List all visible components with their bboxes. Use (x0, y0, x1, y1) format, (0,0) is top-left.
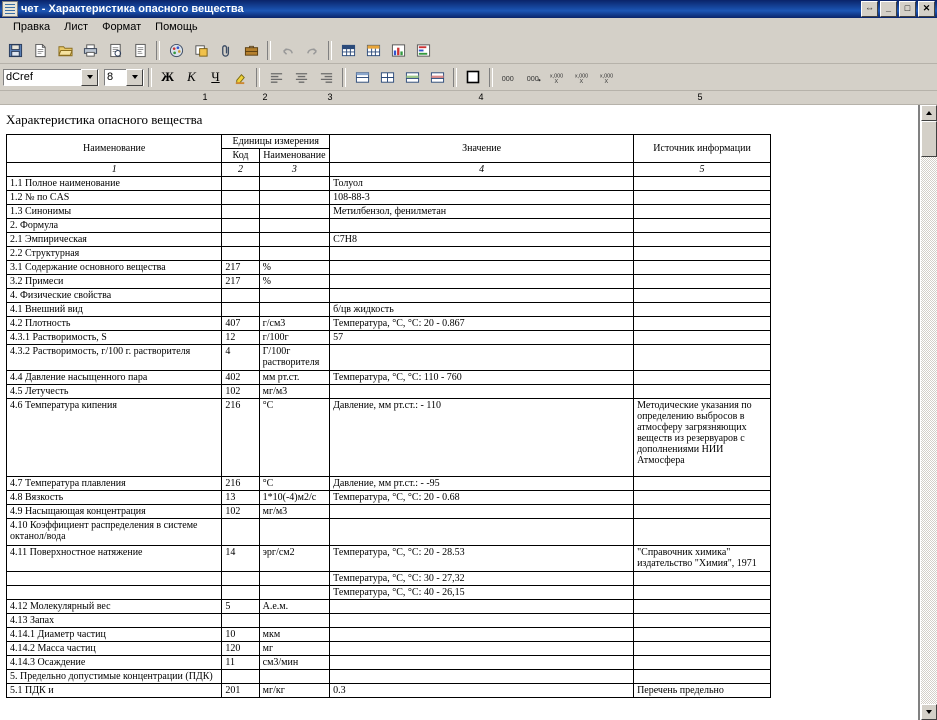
toolbar-separator (256, 68, 260, 87)
cell-unit[interactable]: Г/100г растворителя (259, 345, 329, 371)
restore-window-button[interactable]: ⇔ (861, 1, 878, 17)
table-row[interactable] (7, 275, 771, 289)
table-row[interactable] (7, 519, 771, 546)
cell-code[interactable]: 4 (222, 345, 259, 371)
percent-format-button[interactable] (572, 66, 596, 89)
cell-name[interactable]: 4.13 Запах (7, 614, 222, 628)
table-row[interactable] (7, 191, 771, 205)
cell-name[interactable]: 4.2 Плотность (7, 317, 222, 331)
bold-button[interactable]: Ж (161, 69, 174, 84)
cell-name[interactable]: 4.3.2 Растворимость, г/100 г. растворителя (7, 345, 222, 371)
split-cells-button[interactable] (375, 66, 399, 89)
cell-value[interactable] (330, 289, 634, 303)
page-edit-button[interactable] (128, 39, 152, 62)
column-header-value: Значение (330, 135, 634, 163)
cell-value[interactable] (330, 219, 634, 233)
cell-name[interactable]: 4.5 Летучесть (7, 385, 222, 399)
table-row[interactable] (7, 317, 771, 331)
toolbar-separator (453, 68, 457, 87)
cell-code[interactable] (222, 572, 259, 586)
cell-name[interactable] (7, 586, 222, 600)
cell-code[interactable]: 102 (222, 385, 259, 399)
sheet-content (0, 105, 918, 698)
cell-code[interactable] (222, 303, 259, 317)
table-row[interactable] (7, 642, 771, 656)
vertical-scrollbar[interactable] (920, 105, 937, 720)
underline-button[interactable]: Ч (211, 69, 220, 84)
italic-button[interactable]: К (187, 69, 196, 84)
cell-value[interactable]: Температура, °С, °С: 20 - 28.53 (330, 546, 634, 572)
cell-value[interactable] (330, 628, 634, 642)
menu-format[interactable]: Формат (102, 21, 142, 33)
cell-source[interactable] (634, 491, 771, 505)
format-toolbar (0, 64, 937, 91)
cell-value[interactable] (330, 275, 634, 289)
col-number-3: 3 (259, 163, 329, 177)
document-area (0, 105, 937, 720)
svg-text:X: X (604, 78, 609, 85)
table-row[interactable] (7, 303, 771, 317)
cell-value[interactable] (330, 519, 634, 546)
col-number-4: 4 (330, 163, 634, 177)
borders-button[interactable] (461, 66, 485, 89)
cell-value[interactable] (330, 345, 634, 371)
table-grid-button[interactable] (336, 39, 360, 62)
redo-button[interactable] (300, 39, 324, 62)
table-row[interactable] (7, 628, 771, 642)
cell-source[interactable] (634, 177, 771, 191)
cell-source[interactable] (634, 345, 771, 371)
column-chart-button[interactable] (411, 39, 435, 62)
cell-source[interactable] (634, 614, 771, 628)
table-row[interactable] (7, 177, 771, 191)
chevron-down-icon[interactable] (81, 69, 98, 86)
cell-source[interactable] (634, 600, 771, 614)
ruler-tick: 1 (202, 92, 208, 102)
table-row[interactable] (7, 586, 771, 600)
table-row[interactable] (7, 205, 771, 219)
bar-chart-button[interactable] (386, 39, 410, 62)
cell-unit[interactable]: эрг/см2 (259, 546, 329, 572)
save-button[interactable] (3, 39, 27, 62)
table-row[interactable] (7, 233, 771, 247)
cell-name[interactable] (7, 572, 222, 586)
cell-code[interactable]: 120 (222, 642, 259, 656)
cell-source[interactable]: Перечень предельно (634, 684, 771, 698)
cell-unit[interactable] (259, 519, 329, 546)
maximize-window-button[interactable]: □ (899, 1, 916, 17)
cell-source[interactable] (634, 505, 771, 519)
ruler-tick: 4 (478, 92, 484, 102)
font-size-combo[interactable] (104, 69, 144, 86)
cell-value[interactable] (330, 670, 634, 684)
font-name-combo[interactable] (3, 69, 99, 86)
cell-name[interactable]: 2. Формула (7, 219, 222, 233)
cell-code[interactable]: 5 (222, 600, 259, 614)
cell-source[interactable]: "Справочник химика" издательство "Химия", 1971 (634, 546, 771, 572)
cell-unit[interactable]: 1*10(-4)м2/с (259, 491, 329, 505)
column-header-code: Код (222, 149, 259, 163)
cell-value[interactable]: Температура, °С, °С: 20 - 0.867 (330, 317, 634, 331)
chevron-down-icon[interactable] (126, 69, 143, 86)
cell-unit[interactable] (259, 572, 329, 586)
cell-code[interactable]: 12 (222, 331, 259, 345)
cell-source[interactable] (634, 385, 771, 399)
cell-unit[interactable] (259, 205, 329, 219)
table-row[interactable] (7, 247, 771, 261)
menu-edit[interactable]: Правка (13, 21, 51, 33)
svg-text:X: X (579, 78, 584, 85)
cell-source[interactable] (634, 628, 771, 642)
cell-name[interactable]: 5.1 ПДК и (7, 684, 222, 698)
cell-source[interactable] (634, 656, 771, 670)
cell-unit[interactable]: мг/кг (259, 684, 329, 698)
cell-value[interactable] (330, 505, 634, 519)
cell-code[interactable]: 216 (222, 477, 259, 491)
ruler-tick: 5 (697, 92, 703, 102)
table-row[interactable] (7, 670, 771, 684)
cell-name[interactable]: 2.2 Структурная (7, 247, 222, 261)
cell-name[interactable]: 3.2 Примеси (7, 275, 222, 289)
scroll-track[interactable] (921, 121, 937, 704)
cell-value[interactable]: Температура, °С, °С: 40 - 26,15 (330, 586, 634, 600)
cell-code[interactable] (222, 177, 259, 191)
cell-name[interactable]: 2.1 Эмпирическая (7, 233, 222, 247)
decimal-decrease-button[interactable] (547, 66, 571, 89)
palette-button[interactable] (164, 39, 188, 62)
cell-name[interactable]: 4.14.1 Диаметр частиц (7, 628, 222, 642)
align-center-button[interactable] (289, 66, 313, 89)
cell-value[interactable]: 57 (330, 331, 634, 345)
cell-source[interactable] (634, 261, 771, 275)
cell-name[interactable]: 4. Физические свойства (7, 289, 222, 303)
cell-source[interactable] (634, 233, 771, 247)
cell-value[interactable]: Метилбензол, фенилметан (330, 205, 634, 219)
cell-code[interactable] (222, 670, 259, 684)
cell-code[interactable]: 217 (222, 275, 259, 289)
cell-unit[interactable]: г/100г (259, 331, 329, 345)
cell-source[interactable] (634, 519, 771, 546)
cell-unit[interactable]: °С (259, 477, 329, 491)
cell-source[interactable] (634, 205, 771, 219)
cell-value[interactable] (330, 656, 634, 670)
toolbar-separator (156, 41, 160, 60)
cell-unit[interactable] (259, 247, 329, 261)
cell-source[interactable] (634, 247, 771, 261)
scroll-down-button[interactable] (921, 704, 937, 720)
minimize-window-button[interactable]: _ (880, 1, 897, 17)
cell-source[interactable] (634, 289, 771, 303)
cell-unit[interactable] (259, 289, 329, 303)
cell-name[interactable]: 4.1 Внешний вид (7, 303, 222, 317)
table-row[interactable] (7, 546, 771, 572)
table-row[interactable] (7, 289, 771, 303)
cell-unit[interactable]: °С (259, 399, 329, 477)
cell-code[interactable]: 102 (222, 505, 259, 519)
cell-code[interactable] (222, 247, 259, 261)
cell-code[interactable] (222, 289, 259, 303)
cell-value[interactable] (330, 261, 634, 275)
cell-name[interactable]: 1.3 Синонимы (7, 205, 222, 219)
cell-name[interactable]: 4.8 Вязкость (7, 491, 222, 505)
cell-value[interactable] (330, 642, 634, 656)
cell-code[interactable]: 407 (222, 317, 259, 331)
cell-unit[interactable]: мг/м3 (259, 505, 329, 519)
cell-value[interactable] (330, 385, 634, 399)
column-header-units-group: Единицы измерения (222, 135, 330, 149)
merge-cells-button[interactable] (350, 66, 374, 89)
cell-value[interactable] (330, 614, 634, 628)
cell-unit[interactable] (259, 586, 329, 600)
toolbar-separator (328, 41, 332, 60)
table-row[interactable] (7, 345, 771, 371)
cell-code[interactable]: 402 (222, 371, 259, 385)
insert-row-button[interactable] (400, 66, 424, 89)
cell-code[interactable] (222, 233, 259, 247)
cell-name[interactable]: 4.12 Молекулярный вес (7, 600, 222, 614)
column-header-source: Источник информации (634, 135, 771, 163)
sheet-page[interactable] (0, 105, 918, 720)
toolbar-separator (148, 68, 152, 87)
ruler-tick: 2 (262, 92, 268, 102)
table-row[interactable] (7, 371, 771, 385)
insert-object-button[interactable] (189, 39, 213, 62)
column-header-unit-name: Наименование (259, 149, 329, 163)
window-controls (861, 1, 935, 17)
close-window-button[interactable]: ✕ (918, 1, 935, 17)
cell-source[interactable] (634, 371, 771, 385)
currency-format-button[interactable] (597, 66, 621, 89)
scroll-up-button[interactable] (921, 105, 937, 121)
table-row[interactable] (7, 684, 771, 698)
folder-open-button[interactable] (53, 39, 77, 62)
table-header-row (7, 135, 771, 149)
cell-code[interactable] (222, 219, 259, 233)
table-row[interactable] (7, 219, 771, 233)
align-left-button[interactable] (264, 66, 288, 89)
cell-source[interactable] (634, 303, 771, 317)
title-bar-left (2, 1, 861, 17)
cell-code[interactable] (222, 519, 259, 546)
svg-text:x,000: x,000 (549, 73, 564, 79)
align-right-button[interactable] (314, 66, 338, 89)
cell-source[interactable] (634, 331, 771, 345)
cell-name[interactable]: 4.7 Температура плавления (7, 477, 222, 491)
delete-row-button[interactable] (425, 66, 449, 89)
col-number-1: 1 (7, 163, 222, 177)
cell-value[interactable]: Температура, °С, °С: 110 - 760 (330, 371, 634, 385)
horizontal-ruler[interactable] (0, 91, 937, 105)
cell-unit[interactable] (259, 177, 329, 191)
cell-unit[interactable]: % (259, 261, 329, 275)
scroll-thumb[interactable] (921, 121, 937, 157)
cell-code[interactable] (222, 614, 259, 628)
cell-unit[interactable] (259, 303, 329, 317)
toolbar-separator (267, 41, 271, 60)
table-row[interactable] (7, 614, 771, 628)
cell-unit[interactable]: мм рт.ст. (259, 371, 329, 385)
cell-name[interactable]: 5. Предельно допустимые концентрации (ПДК) (7, 670, 222, 684)
cell-name[interactable]: 4.10 Коэффициент распределения в системе октанол/вода (7, 519, 222, 546)
svg-text:x,000: x,000 (599, 73, 614, 79)
table-fill-button[interactable] (361, 39, 385, 62)
cell-value[interactable]: C7H8 (330, 233, 634, 247)
table-row[interactable] (7, 572, 771, 586)
cell-source[interactable] (634, 642, 771, 656)
cell-code[interactable] (222, 205, 259, 219)
table-row[interactable] (7, 600, 771, 614)
table-row[interactable] (7, 656, 771, 670)
cell-source[interactable] (634, 317, 771, 331)
table-row[interactable] (7, 477, 771, 491)
col-number-2: 2 (222, 163, 259, 177)
cell-unit[interactable] (259, 233, 329, 247)
menu-bar (0, 18, 937, 37)
cell-value[interactable]: 108-88-3 (330, 191, 634, 205)
cell-value[interactable] (330, 600, 634, 614)
cell-unit[interactable]: мкм (259, 628, 329, 642)
cell-code[interactable]: 13 (222, 491, 259, 505)
cell-source[interactable] (634, 670, 771, 684)
cell-unit[interactable]: см3/мин (259, 656, 329, 670)
table-row[interactable] (7, 399, 771, 477)
cell-unit[interactable] (259, 191, 329, 205)
title-bar (0, 0, 937, 18)
table-row[interactable] (7, 505, 771, 519)
cell-value[interactable]: Температура, °С, °С: 20 - 0.68 (330, 491, 634, 505)
col-number-5: 5 (634, 163, 771, 177)
cell-name[interactable]: 4.3.1 Растворимость, S (7, 331, 222, 345)
page-title: Характеристика опасного вещества (6, 112, 203, 127)
cell-name[interactable]: 1.2 № по CAS (7, 191, 222, 205)
cell-unit[interactable]: А.е.м. (259, 600, 329, 614)
ruler-tick: 3 (327, 92, 333, 102)
substance-characteristics-table[interactable] (6, 134, 771, 698)
svg-text:x,000: x,000 (574, 73, 589, 79)
column-header-name: Наименование (7, 135, 222, 163)
document-icon (2, 1, 18, 17)
new-document-button[interactable] (28, 39, 52, 62)
main-toolbar (0, 37, 937, 64)
cell-value[interactable]: Давление, мм рт.ст.: - -95 (330, 477, 634, 491)
cell-name[interactable]: 3.1 Содержание основного вещества (7, 261, 222, 275)
cell-code[interactable] (222, 586, 259, 600)
cell-unit[interactable] (259, 614, 329, 628)
cell-name[interactable]: 4.11 Поверхностное натяжение (7, 546, 222, 572)
cell-code[interactable]: 10 (222, 628, 259, 642)
cell-unit[interactable] (259, 219, 329, 233)
decimal-increase-button[interactable] (522, 66, 546, 89)
cell-name[interactable]: 4.4 Давление насыщенного пара (7, 371, 222, 385)
table-row[interactable] (7, 385, 771, 399)
cell-value[interactable]: Температура, °С, °С: 30 - 27,32 (330, 572, 634, 586)
cell-name[interactable]: 4.14.2 Масса частиц (7, 642, 222, 656)
cell-unit[interactable]: мг (259, 642, 329, 656)
cell-source[interactable] (634, 477, 771, 491)
cell-value[interactable]: Толуол (330, 177, 634, 191)
cell-code[interactable]: 201 (222, 684, 259, 698)
cell-source[interactable]: Методические указания по определению выбросов в атмосферу загрязняющих веществ из резервуаров с дополнениями НИИ Атмосфера (634, 399, 771, 477)
cell-name[interactable]: 1.1 Полное наименование (7, 177, 222, 191)
cell-name[interactable]: 4.9 Насыщающая концентрация (7, 505, 222, 519)
cell-source[interactable] (634, 275, 771, 289)
font-size-value: 8 (107, 71, 114, 83)
table-row[interactable] (7, 331, 771, 345)
cell-value[interactable]: Давление, мм рт.ст.: - 110 (330, 399, 634, 477)
cell-value[interactable]: 0.3 (330, 684, 634, 698)
window-title: чет - Характеристика опасного вещества (21, 3, 244, 15)
number-format-button[interactable] (497, 66, 521, 89)
cell-value[interactable] (330, 247, 634, 261)
svg-text:000: 000 (501, 73, 514, 83)
cell-value[interactable]: б/цв жидкость (330, 303, 634, 317)
cell-source[interactable] (634, 191, 771, 205)
toolbar-separator (342, 68, 346, 87)
cell-unit[interactable]: мг/м3 (259, 385, 329, 399)
font-name-value: dCref (6, 71, 33, 83)
cell-code[interactable]: 14 (222, 546, 259, 572)
paperclip-button[interactable] (214, 39, 238, 62)
cell-code[interactable] (222, 191, 259, 205)
printer-button[interactable] (78, 39, 102, 62)
page-preview-button[interactable] (103, 39, 127, 62)
table-row[interactable] (7, 261, 771, 275)
table-row[interactable] (7, 491, 771, 505)
cell-code[interactable]: 11 (222, 656, 259, 670)
cell-source[interactable] (634, 219, 771, 233)
cell-name[interactable]: 4.6 Температура кипения (7, 399, 222, 477)
menu-sheet[interactable]: Лист (64, 21, 89, 33)
cell-source[interactable] (634, 572, 771, 586)
cell-source[interactable] (634, 586, 771, 600)
cell-unit[interactable]: г/см3 (259, 317, 329, 331)
svg-text:000: 000 (526, 73, 539, 83)
highlighter-button[interactable] (228, 66, 252, 89)
toolbar-separator (489, 68, 493, 87)
cell-code[interactable]: 217 (222, 261, 259, 275)
cell-unit[interactable]: % (259, 275, 329, 289)
menu-help[interactable]: Помощь (155, 21, 198, 33)
svg-text:X: X (554, 78, 559, 85)
cell-code[interactable]: 216 (222, 399, 259, 477)
cell-unit[interactable] (259, 670, 329, 684)
undo-button[interactable] (275, 39, 299, 62)
cell-name[interactable]: 4.14.3 Осаждение (7, 656, 222, 670)
table-column-number-row (7, 163, 771, 177)
briefcase-button[interactable] (239, 39, 263, 62)
